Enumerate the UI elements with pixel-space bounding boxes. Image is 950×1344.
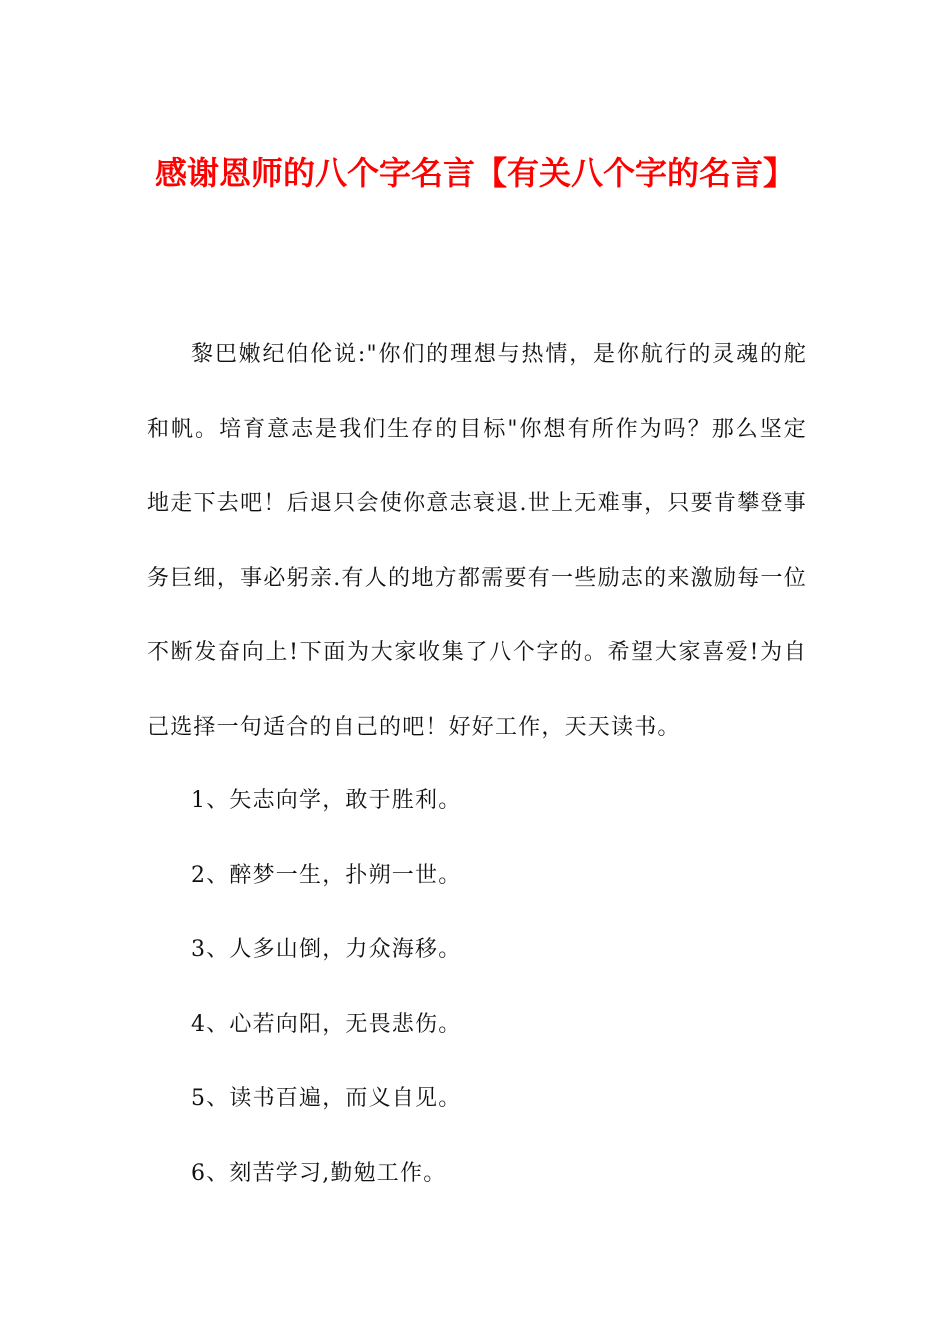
list-item: 3、人多山倒，力众海移。: [191, 937, 462, 962]
list-item: 1、矢志向学，敢于胜利。: [191, 788, 462, 813]
list-item: 5、读书百遍，而义自见。: [191, 1086, 462, 1111]
document-title: 感谢恩师的八个字名言【有关八个字的名言】: [154, 154, 795, 192]
list-item: 2、醉梦一生，扑朔一世。: [191, 862, 462, 888]
list-item: 4、心若向阳，无畏悲伤。: [191, 1011, 462, 1037]
intro-paragraph: 黎巴嫩纪伯伦说:"你们的理想与热情，是你航行的灵魂的舵和帆。培育意志是我们生存的目标"你想有所作为吗？那么坚定地走下去吧！后退只会使你意志衰退.世上无难事，只要肯攀登事务巨细，事必躬亲.有人的地方都需要有一些励志的来激励每一位不断发奋向上!下面为大家收集了八个字的。希望大家喜爱!为自己选择一句适合的自己的吧！好好工作，天天读书。: [147, 342, 807, 740]
quote-list: [191, 764, 791, 1211]
list-item: 6、刻苦学习,勤勉工作。: [191, 1160, 447, 1186]
